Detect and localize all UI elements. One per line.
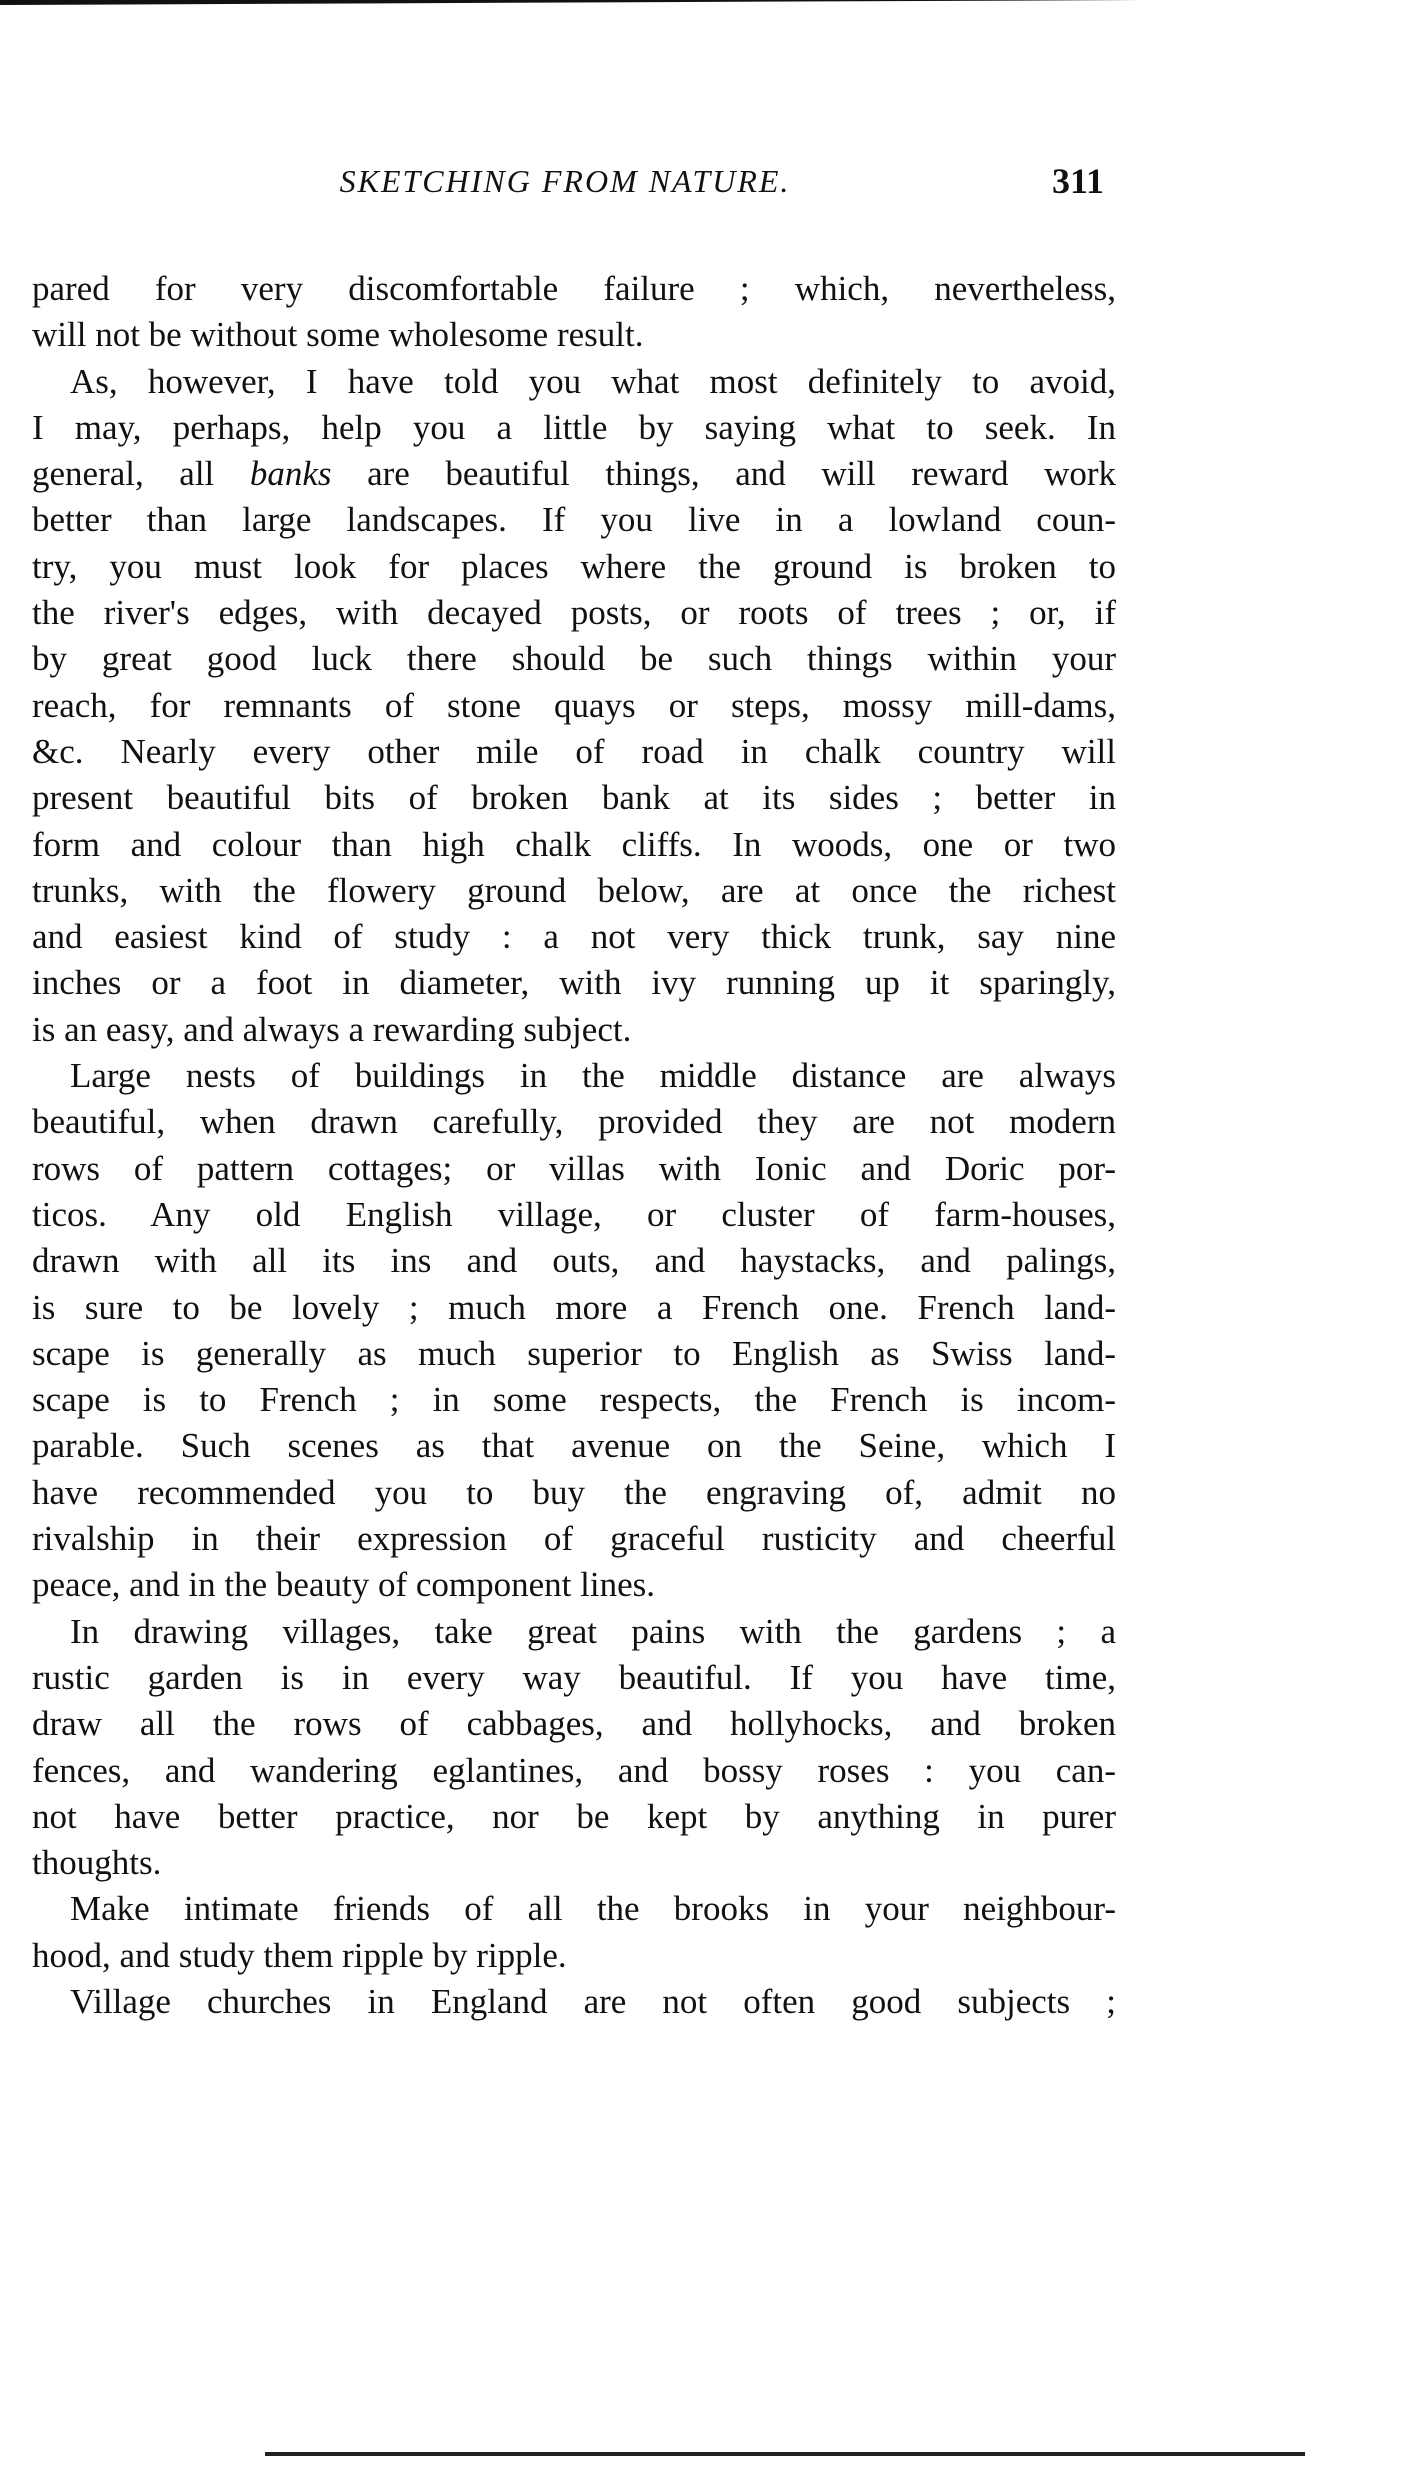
text-line: ticos. Any old English village, or cluster of farm-houses, [32, 1194, 1116, 1234]
text-line: present beautiful bits of broken bank at its sides ; better in [32, 778, 1116, 818]
text-line: pared for very discomfortable failure ; which, nevertheless, [32, 269, 1116, 308]
text-line: rustic garden is in every way beautiful. If you have time, [32, 1657, 1116, 1697]
text-line: I may, perhaps, help you a little by saying what to seek. In [32, 407, 1116, 447]
scan-edge-bottom [265, 2452, 1305, 2456]
text-line: form and colour than high chalk cliffs. In woods, one or two [32, 824, 1116, 864]
text-line: trunks, with the flowery ground below, are at once the richest [32, 870, 1116, 910]
text-line: rivalship in their expression of graceful rusticity and cheerful [32, 1519, 1116, 1559]
running-title: SKETCHING FROM NATURE. [339, 163, 791, 199]
text-line: &c. Nearly every other mile of road in chalk country will [32, 731, 1116, 771]
text-segment: general, all [32, 454, 250, 494]
text-segment: are beautiful things, and will reward work [331, 454, 1116, 494]
text-line: drawn with all its ins and outs, and haystacks, and palings, [32, 1241, 1116, 1281]
paragraph-first-line: As, however, I have told you what most definitely to avoid, [70, 361, 1116, 401]
text-line: draw all the rows of cabbages, and hollyhocks, and broken [32, 1704, 1116, 1744]
text-line: fences, and wandering eglantines, and bossy roses : you can- [32, 1750, 1116, 1790]
text-line: better than large landscapes. If you live in a lowland coun- [32, 500, 1116, 540]
text-line: the river's edges, with decayed posts, or roots of trees ; or, if [32, 593, 1116, 633]
text-line: will not be without some wholesome result. [32, 315, 644, 355]
text-line: is an easy, and always a rewarding subject. [32, 1009, 632, 1049]
text-line: hood, and study them ripple by ripple. [32, 1935, 567, 1975]
text-line: is sure to be lovely ; much more a French one. French land- [32, 1287, 1116, 1327]
scan-edge-top [0, 0, 1150, 5]
text-line: reach, for remnants of stone quays or steps, mossy mill-dams, [32, 685, 1116, 725]
paragraph-first-line: Make intimate friends of all the brooks in your neighbour- [70, 1889, 1116, 1929]
page-number: 311 [1052, 161, 1105, 201]
text-line: beautiful, when drawn carefully, provided they are not modern [32, 1102, 1116, 1142]
text-line: scape is generally as much superior to English as Swiss land- [32, 1333, 1116, 1373]
body-text [32, 266, 1116, 2025]
paragraph-first-line: Large nests of buildings in the middle distance are always [70, 1056, 1116, 1096]
paragraph-first-line: Village churches in England are not often good subjects ; [70, 1981, 1116, 2021]
text-line: peace, and in the beauty of component lines. [32, 1565, 655, 1605]
text-line: not have better practice, nor be kept by anything in purer [32, 1796, 1116, 1836]
text-line: scape is to French ; in some respects, the French is incom- [32, 1380, 1116, 1420]
text-line: inches or a foot in diameter, with ivy running up it sparingly, [32, 963, 1116, 1003]
text-line: try, you must look for places where the ground is broken to [32, 546, 1116, 586]
text-line [32, 451, 1116, 497]
text-line: by great good luck there should be such things within your [32, 639, 1116, 679]
text-line: have recommended you to buy the engraving of, admit no [32, 1472, 1116, 1512]
text-line: rows of pattern cottages; or villas with Ionic and Doric por- [32, 1148, 1116, 1188]
text-line: thoughts. [32, 1843, 162, 1883]
text-line: parable. Such scenes as that avenue on the Seine, which I [32, 1426, 1116, 1466]
paragraph-first-line: In drawing villages, take great pains with the gardens ; a [70, 1611, 1116, 1651]
text-line: and easiest kind of study : a not very thick trunk, say nine [32, 917, 1116, 957]
italic-word: banks [249, 454, 332, 494]
